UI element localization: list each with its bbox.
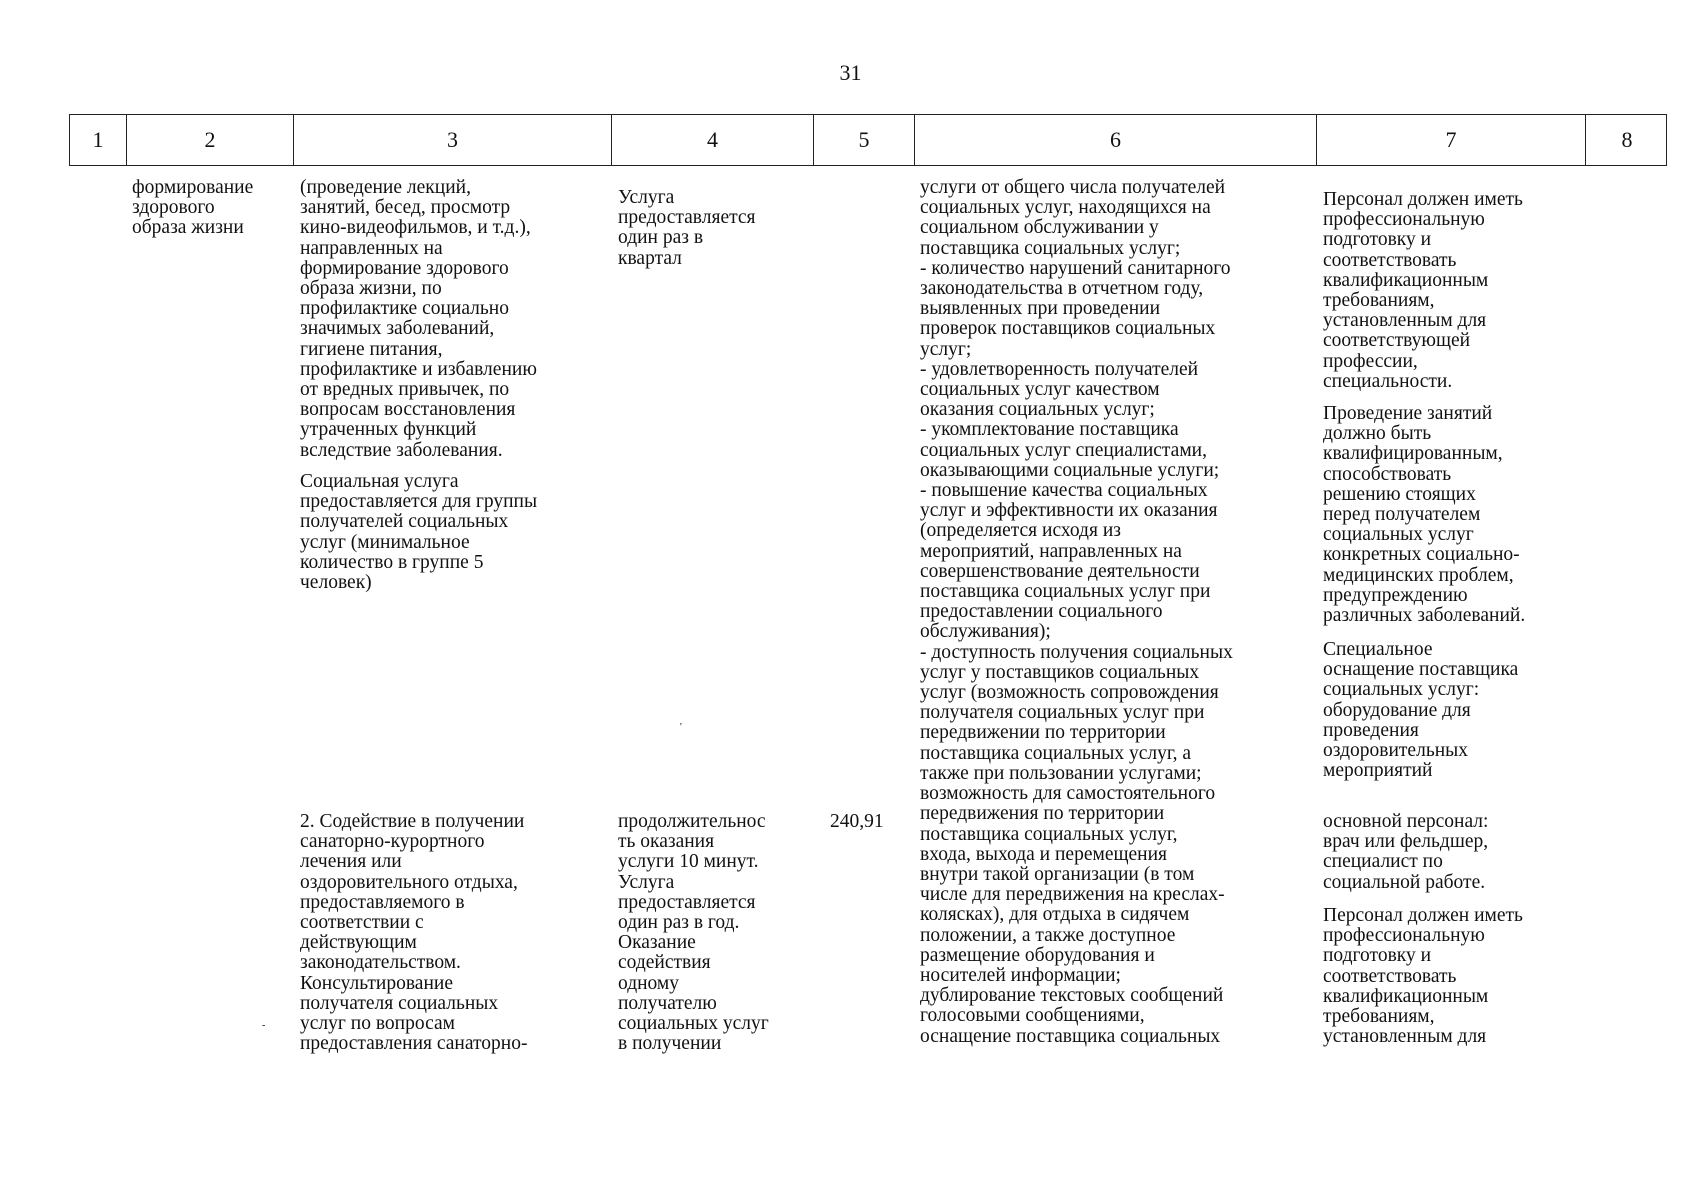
header-col-2: 2 [127,115,294,165]
service1-name-cell: формирование здорового образа жизни [132,177,254,239]
header-col-7: 7 [1317,115,1586,165]
header-col-8: 8 [1621,127,1633,152]
header-col-6: 6 [915,115,1317,165]
service2-duration: продолжительнос ть оказания услуги 10 минут. Услуга предоставляется один раз в год. Оказание содействия одному получателю социальных услуг в получении [618,811,769,1055]
scan-speck: ' [680,722,682,733]
service2-tariff: 240,91 [830,811,884,832]
service1-staff-requirements: Персонал должен иметь профессиональную подготовку и соответствовать квалификационным требованиям, установленным для соответствующей профессии, специальности. [1323,189,1523,392]
service1-group-note: Социальная услуга предоставляется для группы получателей социальных услуг (минимальное количество в группе 5 человек) [300,471,538,594]
service1-description: (проведение лекций, занятий, бесед, просмотр кино-видеофильмов, и т.д.), направленных на формирование здорового образа жизни, по профилактике социально значимых заболеваний, гигиене питания, профилактике и избавлению от вредных привычек, по вопросам восстановления утраченных функций вследствие заболевания. [300,177,537,461]
page-number: 31 [839,60,862,85]
service1-equipment: Специальное оснащение поставщика социальных услуг: оборудование для проведения оздоровительных мероприятий [1323,639,1519,782]
header-col-1: 1 [70,115,127,165]
table-header-row [69,114,1667,166]
service1-frequency: Услуга предоставляется один раз в квартал [618,187,756,269]
quality-indicators-text: услуги от общего числа получателей социальных услуг, находящихся на социальном обслуживании у поставщика социальных услуг; - количество нарушений санитарного законодательства в отчетном году, выявленных при проведении проверок поставщиков социальных услуг; - удовлетворенность получателей социальных услуг качеством оказания социальных услуг; - укомплектование поставщика социальных услуг специалистами, оказывающими социальные услуги; - повышение качества социальных услуг и эффективности их оказания (определяется исходя из мероприятий, направленных на совершенствование деятельности поставщика социальных услуг при предоставлении социального обслуживания); - доступность получения социальных услуг у поставщиков социальных услуг (возможность сопровождения получателя социальных услуг при передвижении по территории поставщика социальных услуг, а также при пользовании услугами; возможность для самостоятельного передвижения по территории поставщика социальных услуг, входа, выхода и перемещения внутри такой организации (в том числе для передвижения на креслах- колясках), для отдыха в сидячем положении, а также доступное размещение оборудования и носителей информации; дублирование текстовых сообщений голосовыми сообщениями, оснащение поставщика социальных [920,177,1233,1047]
service1-lesson-requirements: Проведение занятий должно быть квалифицированным, способствовать решению стоящих перед получателем социальных услуг конкретных социально- медицинских проблем, предупреждению различных заболеваний. [1323,403,1526,627]
scan-speck: - [262,1020,266,1031]
service2-main-staff: основной персонал: врач или фельдшер, специалист по социальной работе. [1323,811,1489,893]
header-col-4: 4 [612,115,814,165]
header-col-3: 3 [294,115,612,165]
service2-description: 2. Содействие в получении санаторно-курортного лечения или оздоровительного отдыха, предоставляемого в соответствии с действующим законодательством. Консультирование получателя социальных услуг по вопросам предоставления санаторно- [300,811,528,1055]
header-col-5: 5 [814,115,915,165]
service2-staff-requirements: Персонал должен иметь профессиональную подготовку и соответствовать квалификационным требованиям, установленным для [1323,905,1523,1048]
